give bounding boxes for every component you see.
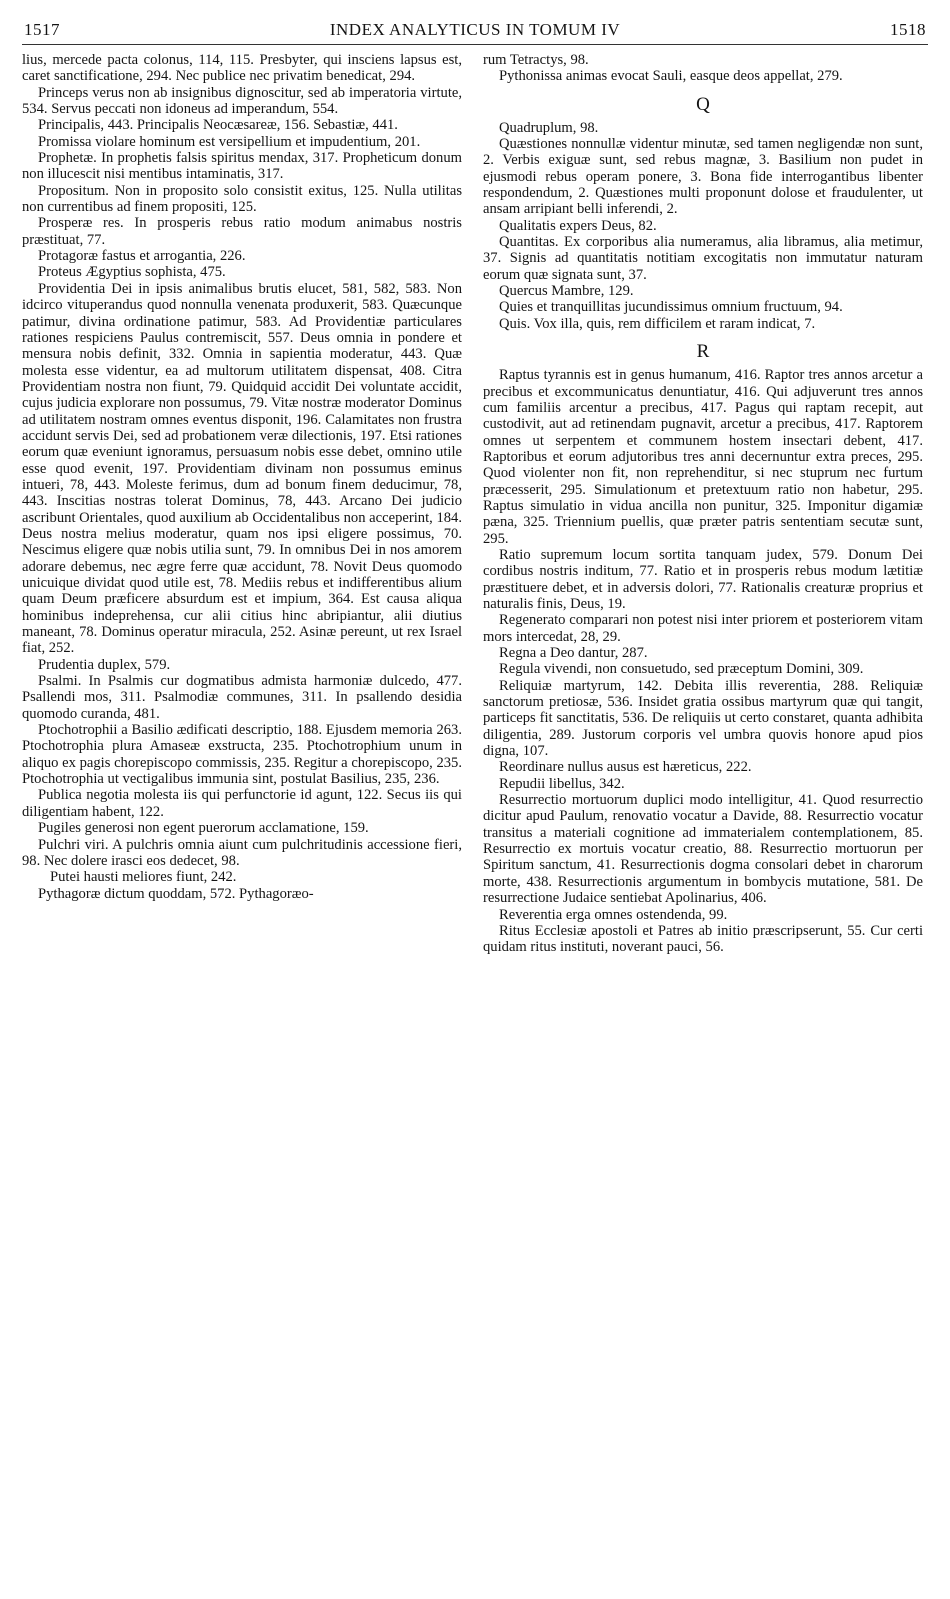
index-entry: Psalmi. In Psalmis cur dogmatibus admista harmoniæ dulcedo, 477. Psallendi mos, 311. Psalmodiæ communes, 311. In psallendo desidia quomodo curanda, 481.	[22, 673, 462, 722]
index-entry: Pythonissa animas evocat Sauli, easque deos appellat, 279.	[499, 68, 843, 85]
index-entry: Providentia Dei in ipsis animalibus brutis elucet, 581, 582, 583. Non idcirco vituperandus quod nonnulla venenata produxerit, 583. Quæcunque patimur, divina ordinatione patimur, 583. Ad Providentiæ particulares rationes respiciens Paulus contremiscit, 557. Deus omnia in pondere et mensura nobis definit, 332. Omnia in sapientia moderatur, 443. Quæ molesta esse videntur, ea ad multorum utilitatem dispensat, 408. Citra Providentiam nostra non fiunt, 79. Quidquid accidit Dei voluntate accidit, cujus judicia explorare non possumus, 79. Vitæ nostræ moderator Dominus ad utilitatem nostram omnes eventus disponit, 196. Calamitates non frustra accidunt servis Dei, sed ad probationem veræ dilectionis, 197. Etsi rationes eorum quæ eveniunt ignoramus, persuasum nobis esse debet, omnino utile esse quod evenit, 197. Providentiam divinam non possumus eminus intueri, 78, 443. Moleste ferimus, dum ad bonum finem deducimur, 78, 443. Inscitias nostras tolerat Dominus, 78, 443. Arcano Dei judicio ascribunt Orientales, quod auxilium ab Occidentalibus non acceperint, 184. Deus nostra melius moderatur, quam nos ipsi eligere possimus, 70. Nescimus eligere quæ nobis utilia sunt, 79. In omnibus Dei in nos amorem adorare debemus, nec ægre ferre quæ accidunt, 78. Novit Deus quomodo unicuique dividat quod utile est, 78. Mediis rebus et indifferentibus alium quam Deum præficere absurdum est et impium, 364. Est causa aliqua hominibus indeprehensa, cur alii citius hinc abripiantur, alii diutius maneant, 78. Dominus operatur miracula, 252. Asinæ pereunt, ut rex Israel fiat, 252.	[22, 280, 462, 657]
index-entry: Reliquiæ martyrum, 142. Debita illis reverentia, 288. Reliquiæ sanctorum pretiosæ, 536. Insidet gratia ossibus martyrum quæ qui tangit, particeps fit sanctitatis, 536. De reliquiis ut certo constaret, quanta adhibita diligentia, 289. Justorum corporis vel umbra quovis honore apud pios digna, 107.	[483, 677, 923, 760]
running-title: INDEX ANALYTICUS IN TOMUM IV	[329, 20, 621, 39]
index-entry: Resurrectio mortuorum duplici modo intelligitur, 41. Quod resurrectio dicitur apud Paulum, renovatio vocatur a Davide, 88. Resurrectio vocatur transitus a materiali cognitione ad immaterialem contemplationem, 85. Resurrectio ex mortuis vocatur creatio, 88. Resurrectio mortuorun per Spiritum sanctum, 41. Resurrectionis dogma consolari debet in charorum morte, 438. Resurrectionis argumentum in bombycis mutatione, 581. De resurrectione Judaice sentiebat Apolinarius, 406.	[483, 792, 923, 907]
index-entry: Promissa violare hominum est versipellium et impudentium, 201.	[38, 133, 421, 150]
index-entry: Quis. Vox illa, quis, rem difficilem et raram indicat, 7.	[499, 315, 816, 332]
index-entry: Quadruplum, 98.	[499, 119, 599, 136]
index-entry: Quantitas. Ex corporibus alia numeramus, alia libramus, alia metimur, 37. Signis ad quantitatis notitiam excogitatis non immutatur naturam eorum quæ signata sunt, 37.	[483, 234, 923, 283]
index-entry: Prosperæ res. In prosperis rebus ratio modum animabus nostris præstituat, 77.	[22, 215, 462, 248]
index-entry: Qualitatis expers Deus, 82.	[499, 217, 657, 234]
index-entry: Proteus Ægyptius sophista, 475.	[38, 264, 226, 281]
index-entry: Protagoræ fastus et arrogantia, 226.	[38, 248, 246, 265]
index-entry: Regna a Deo dantur, 287.	[499, 645, 648, 661]
index-entry: Ratio supremum locum sortita tanquam judex, 579. Donum Dei cordibus nostris inditum, 77. Ratio et in prosperis rebus modum lætitiæ præstituere debet, et in adversis dolori, 77. Rationalis creaturæ proprius et naturalis finis, Deus, 19.	[483, 546, 923, 612]
index-entry: Princeps verus non ab insignibus dignoscitur, sed ab imperatoria virtute, 534. Servus peccati non idoneus ad imperandum, 554.	[22, 84, 462, 118]
right-column	[483, 52, 923, 956]
index-entry: Pulchri viri. A pulchris omnia aiunt cum pulchritudinis accessione fieri, 98. Nec dolere irasci eos dedecet, 98.	[22, 836, 462, 869]
index-entry: Reordinare nullus ausus est hæreticus, 222.	[499, 759, 752, 776]
index-entry: Putei hausti meliores fiunt, 242.	[50, 869, 237, 886]
running-header	[22, 18, 928, 45]
section-letter-r: R	[696, 341, 710, 363]
index-entry: Quæstiones nonnullæ videntur minutæ, sed tamen negligendæ non sunt, 2. Verbis exiguæ sunt, sed rebus magnæ, 3. Basilium non pudet in ejusmodi rebus operam ponere, 3. Bona fide interrogantibus libenter respondendum, 2. Quæstiones multi proponunt dolose et fraudulenter, ut ansam arripiant belli inferendi, 2.	[483, 136, 923, 218]
index-entry: lius, mercede pacta colonus, 114, 115. Presbyter, qui insciens lapsus est, caret sanctificatione, 294. Nec publice nec privatim benedicat, 294.	[22, 52, 462, 85]
page-number-left: 1517	[24, 20, 60, 39]
index-entry: Regenerato comparari non potest nisi inter priorem et posteriorem vitam mors intercedat, 28, 29.	[483, 612, 923, 645]
index-entry: Raptus tyrannis est in genus humanum, 416. Raptor tres annos arcetur a precibus et excommunicatus denuntiatur, 416. Qui adjuverunt tres annos cum familiis arcentur a precibus, 417. Pagus qui raptam recepit, aut custodivit, aut ad retinendam pugnavit, arcetur a precibus, 417. Raptorem omnes ut serpentem et communem hostem insectari debent, 417. Raptoribus et eorum adjutoribus tres anni decernuntur extra preces, 295. Quod violenter non fit, non reprehenditur, si nec stuprum nec furtum præcesserit, 295. Simulationum et pretextuum ratio non habetur, 295. Raptus simulatio in vidua ancilla non punitur, 325. Imponitur digamiæ pæna, 325. Triennium puellis, quæ præter patris sententiam secutæ sunt, 295.	[483, 367, 923, 547]
index-entry: Quies et tranquillitas jucundissimus omnium fructuum, 94.	[499, 299, 843, 316]
section-letter-q: Q	[696, 93, 710, 115]
index-entry: Ptochotrophii a Basilio ædificati descriptio, 188. Ejusdem memoria 263. Ptochotrophia plura Amaseæ exstructa, 235. Ptochotrophium unum in aliquo ex pagis chorepiscopo commissis, 235. Regitur a chorepiscopo, 235. Ptochotrophia ut vectigalibus immunia sint, postulat Basilius, 235, 236.	[22, 722, 462, 788]
index-entry: Prudentia duplex, 579.	[38, 656, 171, 673]
page-number-right: 1518	[890, 20, 926, 39]
index-entry: Ritus Ecclesiæ apostoli et Patres ab initio præscripserunt, 55. Cur certi quidam ritus instituti, noverant pauci, 56.	[483, 922, 923, 956]
left-column	[22, 52, 462, 902]
index-entry: Regula vivendi, non consuetudo, sed præceptum Domini, 309.	[499, 661, 864, 678]
index-entry: Repudii libellus, 342.	[499, 775, 625, 792]
index-entry: Propositum. Non in proposito solo consistit exitus, 125. Nulla utilitas non currentibus ad finem propositi, 125.	[22, 182, 462, 216]
index-entry: Principalis, 443. Principalis Neocæsareæ, 156. Sebastiæ, 441.	[38, 117, 398, 134]
index-entry: rum Tetractys, 98.	[483, 52, 589, 68]
index-entry: Publica negotia molesta iis qui perfunctorie id agunt, 122. Secus iis qui diligentiam habent, 122.	[22, 787, 462, 820]
index-entry: Quercus Mambre, 129.	[499, 283, 634, 300]
index-entry: Prophetæ. In prophetis falsis spiritus mendax, 317. Propheticum donum non illucescit nisi mentibus intaminatis, 317.	[22, 150, 462, 183]
index-entry: Pugiles generosi non egent puerorum acclamatione, 159.	[38, 820, 369, 837]
index-entry: Reverentia erga omnes ostendenda, 99.	[499, 906, 728, 923]
index-entry: Pythagoræ dictum quoddam, 572. Pythagoræo-	[38, 885, 314, 902]
